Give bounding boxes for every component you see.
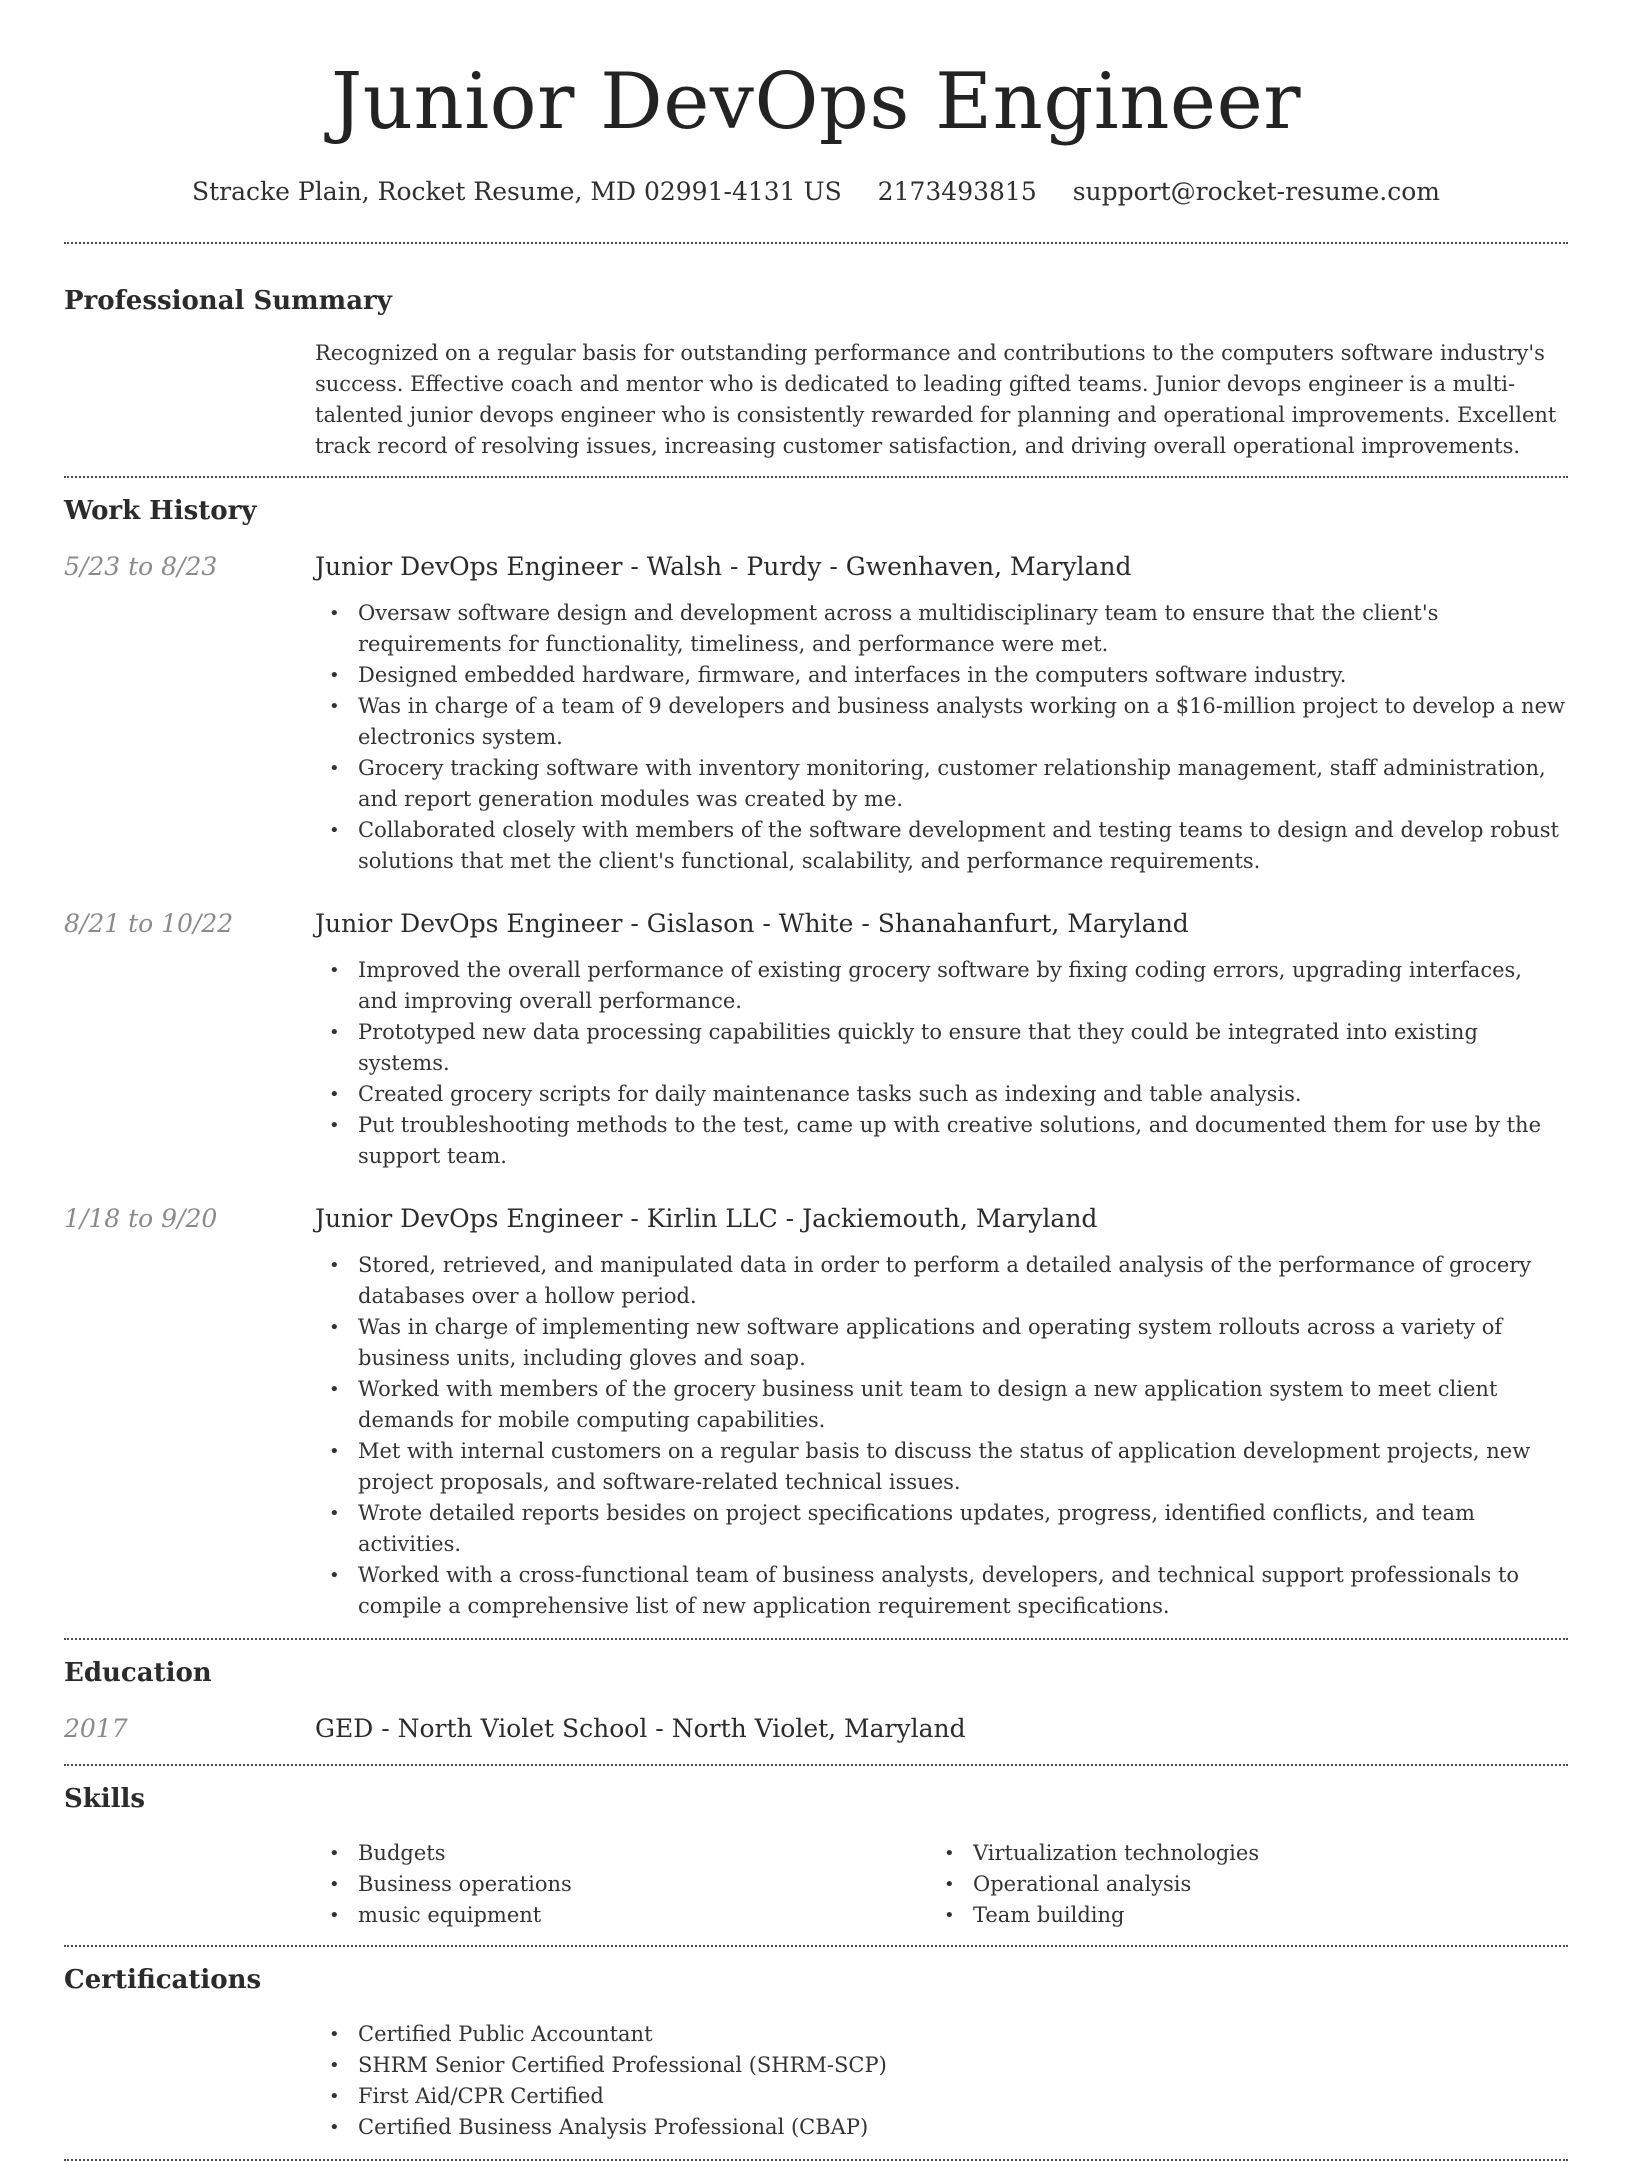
education-dates: 2017 — [64, 1714, 128, 1743]
skills-section — [64, 1782, 1568, 1931]
list-item: • Worked with a cross-functional team of business analysts, developers, and technical support professionals to compile a comprehensive list of new application requirement specifications. — [315, 1560, 1568, 1622]
list-item: • Budgets — [315, 1838, 930, 1869]
section-divider — [64, 242, 1568, 244]
list-item: • Met with internal customers on a regular basis to discuss the status of application development projects, new project proposals, and software-related technical issues. — [315, 1436, 1568, 1498]
section-divider — [64, 1638, 1568, 1640]
job-bullets — [315, 955, 1568, 1172]
list-item: • Certified Public Accountant — [315, 2019, 1568, 2050]
list-item: • Stored, retrieved, and manipulated data in order to perform a detailed analysis of the performance of grocery databases over a hollow period. — [315, 1250, 1568, 1312]
contact-email: support@rocket-resume.com — [1072, 177, 1440, 206]
list-item: • Was in charge of a team of 9 developers and business analysts working on a $16-million project to develop a new electronics system. — [315, 691, 1568, 753]
summary-text: Recognized on a regular basis for outstanding performance and contributions to the computers software industry's success. Effective coach and mentor who is dedicated to leading gifted teams. Junior devops engineer is a multi-talented junior devops engineer who is consistently rewarded for planning and operational improvements. Excellent track record of resolving issues, increasing customer satisfaction, and driving overall operational improvements. — [315, 341, 1557, 458]
job-entry — [64, 907, 1568, 1172]
job-dates: 8/21 to 10/22 — [64, 909, 234, 938]
list-item: • Created grocery scripts for daily maintenance tasks such as indexing and table analysis. — [315, 1079, 1568, 1110]
list-item: • Designed embedded hardware, firmware, and interfaces in the computers software industry. — [315, 660, 1568, 691]
list-item: • music equipment — [315, 1900, 930, 1931]
list-item: • SHRM Senior Certified Professional (SHRM-SCP) — [315, 2050, 1568, 2081]
contact-address: Stracke Plain, Rocket Resume, MD 02991-4131 US — [191, 177, 842, 206]
job-header — [64, 550, 1568, 584]
list-item: • Business operations — [315, 1869, 930, 1900]
list-item: • Oversaw software design and development across a multidisciplinary team to ensure that the client's requirements for functionality, timeliness, and performance were met. — [315, 598, 1568, 660]
job-dates: 5/23 to 8/23 — [64, 552, 218, 581]
list-item: • Grocery tracking software with inventory monitoring, customer relationship management, staff administration, and report generation modules was created by me. — [315, 753, 1568, 815]
skills-columns — [315, 1838, 1568, 1931]
candidate-name: Junior DevOps Engineer — [330, 57, 1302, 147]
list-item: • First Aid/CPR Certified — [315, 2081, 1568, 2112]
certifications-heading: Certifications — [64, 1965, 262, 1995]
list-item: • Certified Business Analysis Professional (CBAP) — [315, 2112, 1568, 2143]
job-title: Junior DevOps Engineer - Walsh - Purdy - Gwenhaven, Maryland — [315, 552, 1132, 581]
job-bullets — [315, 598, 1568, 877]
section-divider — [64, 1764, 1568, 1766]
certifications-section — [64, 1963, 1568, 2143]
contact-line — [64, 176, 1568, 208]
list-item: • Collaborated closely with members of the software development and testing teams to design and develop robust solutions that met the client's functional, scalability, and performance requirements. — [315, 815, 1568, 877]
skills-list-right — [930, 1838, 1545, 1931]
education-section — [64, 1656, 1568, 1746]
job-title: Junior DevOps Engineer - Gislason - White - Shanahanfurt, Maryland — [315, 909, 1189, 938]
work-history-heading: Work History — [64, 496, 257, 526]
section-divider — [64, 1945, 1568, 1947]
list-item: • Worked with members of the grocery business unit team to design a new application system to meet client demands for mobile computing capabilities. — [315, 1374, 1568, 1436]
list-item: • Was in charge of implementing new software applications and operating system rollouts across a variety of business units, including gloves and soap. — [315, 1312, 1568, 1374]
contact-phone: 2173493815 — [877, 177, 1037, 206]
job-entry — [64, 1202, 1568, 1622]
list-item: • Virtualization technologies — [930, 1838, 1545, 1869]
skills-heading: Skills — [64, 1784, 146, 1814]
education-heading: Education — [64, 1658, 212, 1688]
section-divider — [64, 476, 1568, 478]
job-entry — [64, 550, 1568, 877]
list-item: • Put troubleshooting methods to the test, came up with creative solutions, and documented them for use by the support team. — [315, 1110, 1568, 1172]
education-entry — [64, 1712, 1568, 1746]
summary-section — [64, 284, 1568, 462]
education-title: GED - North Violet School - North Violet, Maryland — [315, 1714, 966, 1743]
job-bullets — [315, 1250, 1568, 1622]
list-item: • Improved the overall performance of existing grocery software by fixing coding errors, upgrading interfaces, and improving overall performance. — [315, 955, 1568, 1017]
skills-list-left — [315, 1838, 930, 1931]
list-item: • Prototyped new data processing capabilities quickly to ensure that they could be integrated into existing systems. — [315, 1017, 1568, 1079]
list-item: • Operational analysis — [930, 1869, 1545, 1900]
list-item: • Wrote detailed reports besides on project specifications updates, progress, identified conflicts, and team activities. — [315, 1498, 1568, 1560]
work-history-section — [64, 494, 1568, 1622]
summary-heading: Professional Summary — [64, 286, 392, 316]
job-dates: 1/18 to 9/20 — [64, 1204, 218, 1233]
job-title: Junior DevOps Engineer - Kirlin LLC - Jackiemouth, Maryland — [315, 1204, 1098, 1233]
certifications-list — [315, 2019, 1568, 2143]
list-item: • Team building — [930, 1900, 1545, 1931]
job-header — [64, 907, 1568, 941]
job-header — [64, 1202, 1568, 1236]
